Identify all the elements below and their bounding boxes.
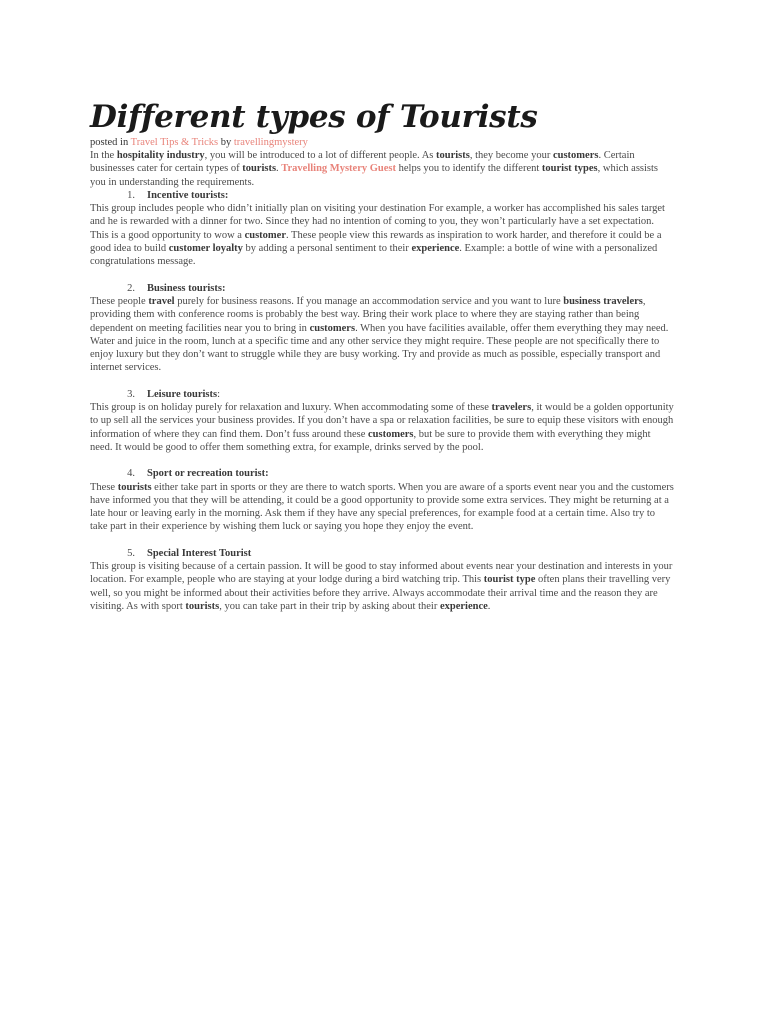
body-bold: tourists bbox=[185, 600, 220, 612]
section-heading-business bbox=[90, 282, 674, 295]
body-bold: travelers bbox=[491, 402, 532, 414]
article bbox=[90, 98, 674, 613]
body-text: This group is on holiday purely for relaxation and luxury. When accommodating some of these bbox=[90, 402, 492, 414]
body-bold: customer loyalty bbox=[168, 243, 243, 255]
body-text: . Example: a bottle of wine with a personalized congratulations message. bbox=[90, 243, 658, 268]
list-number: 1. bbox=[127, 189, 135, 201]
intro-bold: tourists bbox=[242, 163, 277, 175]
body-bold: travel bbox=[148, 295, 175, 307]
body-text: . These people view this rewards as inspiration to work harder, and therefore it could be a good idea to build bbox=[90, 229, 662, 255]
section-heading-incentive bbox=[90, 189, 674, 202]
byline bbox=[90, 136, 674, 149]
body-text: by adding a personal sentiment to their bbox=[242, 243, 412, 255]
intro-text: . bbox=[276, 163, 282, 175]
spacer bbox=[90, 269, 674, 282]
spacer bbox=[90, 454, 674, 467]
list-number: 4. bbox=[127, 468, 135, 480]
body-text: purely for business reasons. If you manage an accommodation service and you want to lure bbox=[174, 295, 564, 307]
section-heading-sport bbox=[90, 467, 674, 480]
body-bold: customers bbox=[367, 428, 414, 440]
intro-bold: tourist types bbox=[541, 163, 598, 175]
body-bold: tourist type bbox=[483, 574, 536, 586]
heading-suffix: : bbox=[217, 388, 221, 400]
section-body-incentive bbox=[90, 202, 674, 268]
list-number: 5. bbox=[127, 547, 135, 559]
intro-paragraph bbox=[90, 149, 674, 189]
body-bold: customer bbox=[244, 229, 286, 241]
page-title: Different types of Tourists bbox=[90, 99, 538, 135]
section-heading-leisure bbox=[90, 388, 674, 401]
list-number: 2. bbox=[127, 282, 135, 294]
body-text: This group includes people who didn’t initially plan on visiting your destination For example, a worker has accomplished his sales target and he is rewarded with a dinner for two. Since they had no intention of coming to you, they won’t particularly have a set expectation. This is a good opportunity to wow a bbox=[90, 203, 665, 241]
section-body-special-interest bbox=[90, 560, 674, 613]
body-text: , but be sure to provide them with everything they might need. It would be good to offer them something extra, for example, drinks served by the pool. bbox=[90, 428, 651, 453]
intro-text: helps you to identify the different bbox=[396, 163, 542, 175]
section-body-leisure bbox=[90, 401, 674, 454]
author-link[interactable]: travellingmystery bbox=[233, 137, 308, 148]
intro-text: , you will be introduced to a lot of different people. As bbox=[204, 150, 436, 161]
intro-bold: customers bbox=[552, 150, 599, 161]
section-body-sport bbox=[90, 481, 674, 534]
body-text: These people bbox=[90, 295, 149, 307]
intro-text: , which assists you in understanding the requirements. bbox=[90, 163, 658, 188]
byline-by: by bbox=[220, 137, 232, 148]
section-heading-text: Sport or recreation tourist: bbox=[147, 468, 269, 480]
intro-text: , they become your bbox=[469, 150, 553, 161]
body-text: , it would be a golden opportunity to up sell all the services your business provides. If you don’t have a spa or relaxation facilities, be sure to equip these visitors with enough information of where they can find them. Don’t fuss around these bbox=[90, 402, 674, 440]
body-bold: experience bbox=[439, 600, 488, 612]
body-text: , providing them with conference rooms is probably the best way. Bring their work place to where they are staying rather than being dependent on meeting facilities near you to bring in bbox=[90, 295, 646, 334]
body-bold: tourists bbox=[117, 481, 152, 493]
section-heading-special-interest bbox=[90, 547, 674, 560]
intro-bold: hospitality industry bbox=[116, 150, 205, 161]
intro-bold: tourists bbox=[436, 150, 470, 161]
intro-text: In the bbox=[90, 150, 117, 161]
body-text: . bbox=[487, 600, 491, 612]
byline-posted-in: posted in bbox=[90, 137, 129, 148]
intro-text: . Certain businesses cater for certain types of bbox=[90, 150, 635, 175]
section-heading-text: Special Interest Tourist bbox=[147, 547, 252, 559]
body-bold: customers bbox=[309, 322, 356, 334]
mystery-guest-link[interactable]: Travelling Mystery Guest bbox=[281, 163, 396, 175]
body-bold: business travelers bbox=[563, 295, 643, 307]
section-body-business bbox=[90, 295, 674, 375]
body-text: , you can take part in their trip by asking about their bbox=[219, 600, 440, 612]
section-heading-text: Business tourists: bbox=[147, 282, 226, 294]
body-text: . When you have facilities available, offer them everything they may need. Water and juice in the room, lunch at a specific time and any other service they might require. These people are not specifically there to enjoy luxury but they don’t want to struggle while they are busy working. Try and provide as much as possible, especially transport and internet services. bbox=[90, 322, 669, 374]
section-heading-text: Leisure tourists bbox=[147, 388, 218, 400]
body-bold: experience bbox=[411, 243, 460, 255]
body-text: These bbox=[90, 481, 118, 493]
category-link[interactable]: Travel Tips & Tricks bbox=[130, 137, 219, 148]
spacer bbox=[90, 375, 674, 388]
body-text: either take part in sports or they are there to watch sports. When you are aware of a sports event near you and the customers have informed you that they will be attending, it could be a good opportunity to provide some extra services. They might be returning at a late hour or leaving early in the morning. Ask them if they have any special preferences, for example food at a certain time. Also try to take part in their experience by wishing them luck or saying you hope they enjoy the event. bbox=[90, 481, 674, 533]
section-heading-text: Incentive tourists: bbox=[147, 189, 229, 201]
spacer bbox=[90, 534, 674, 547]
list-number: 3. bbox=[127, 388, 135, 400]
body-text: This group is visiting because of a certain passion. It will be good to stay informed about events near your destination and interests in your location. For example, people who are staying at your lodge during a bird watching trip. This bbox=[90, 561, 673, 586]
body-text: often plans their travelling very well, so you might be informed about their activities before they arrive. Always accommodate their arrival time and the reason they are visiting. As with sport bbox=[90, 574, 671, 612]
